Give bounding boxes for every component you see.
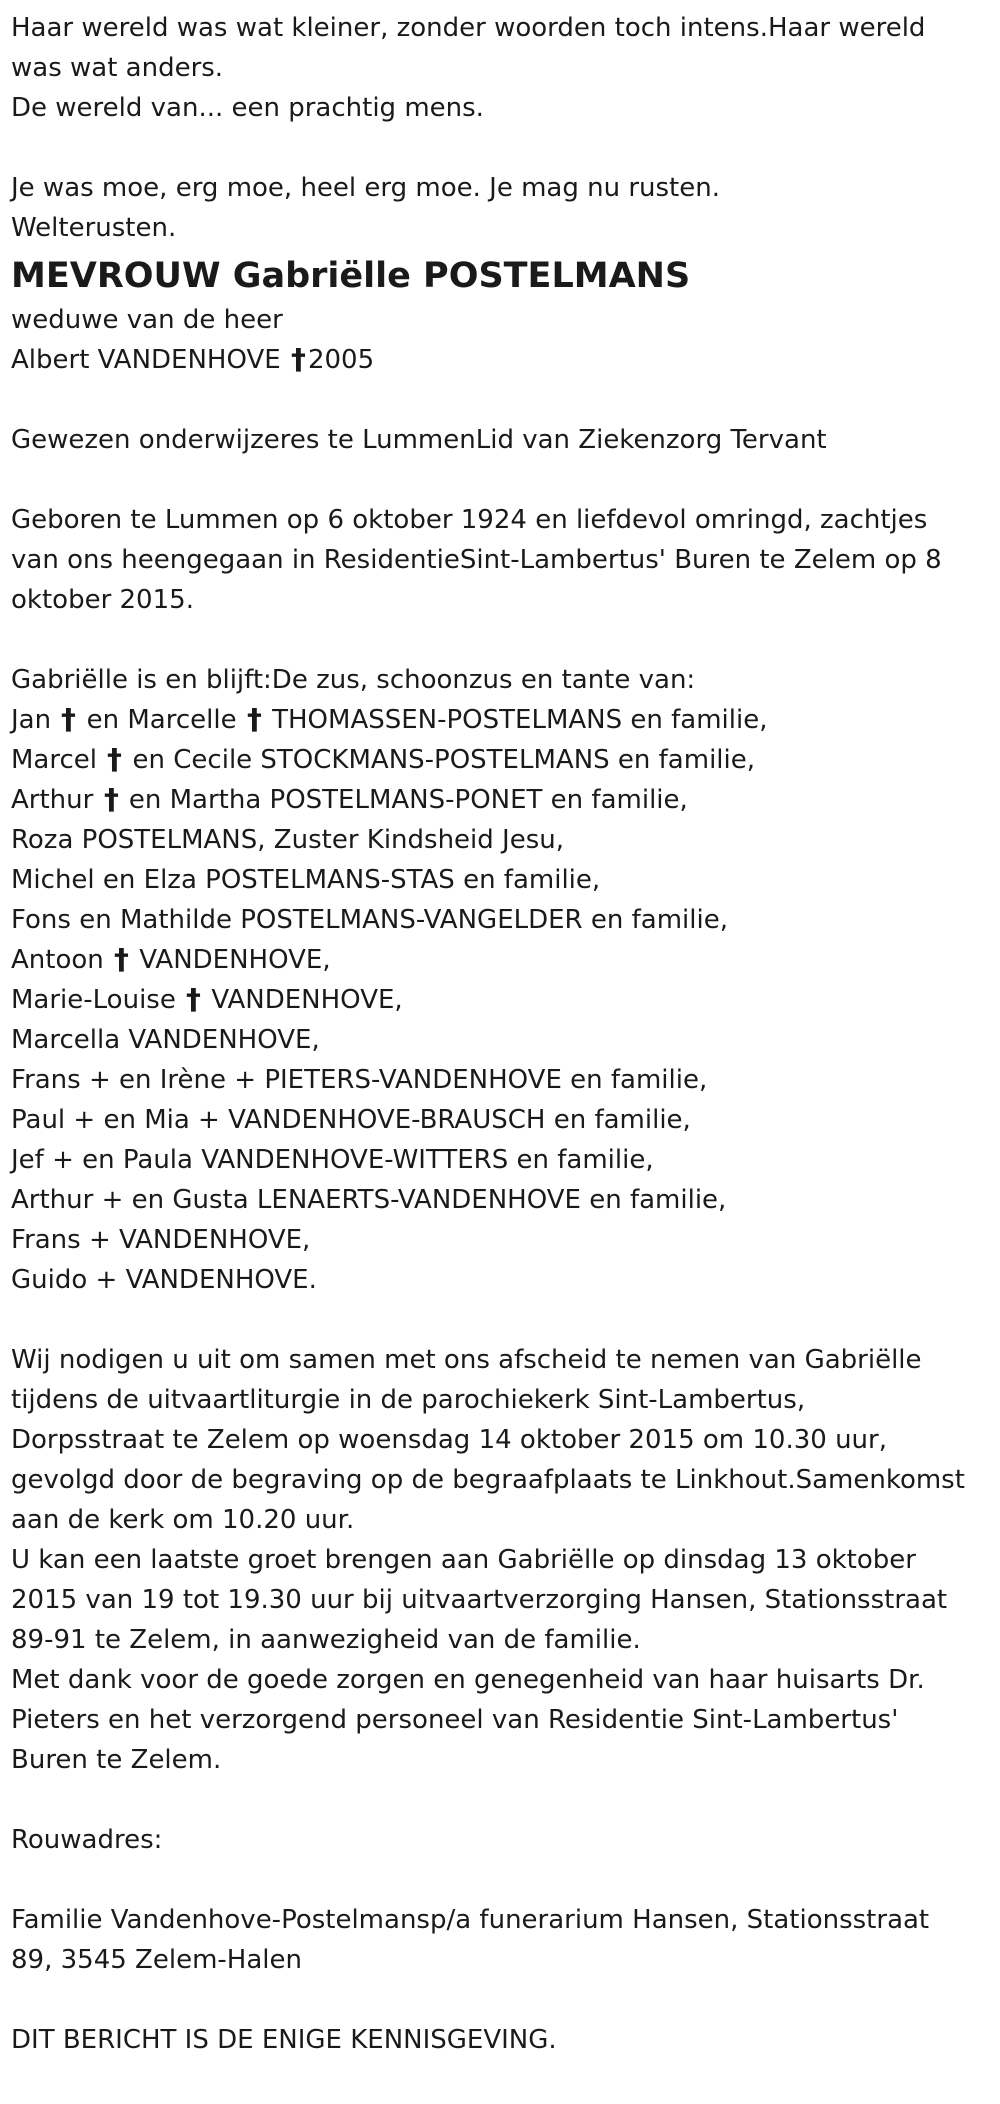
family-member (11, 700, 990, 740)
member-family: en Martha POSTELMANS-PONET en familie, (128, 785, 688, 815)
spouse-section (11, 300, 990, 380)
spacer (11, 380, 990, 420)
birth-line: Geboren te Lummen op 6 oktober 1924 en liefdevol omringd, zachtjes (11, 505, 928, 535)
family-member: Paul + en Mia + VANDENHOVE-BRAUSCH en familie, (11, 1105, 691, 1135)
family-member (11, 940, 990, 980)
spacer (11, 128, 990, 168)
spacer (11, 460, 990, 500)
family-member: Frans + VANDENHOVE, (11, 1225, 311, 1255)
spacer (11, 1860, 990, 1900)
family-member: Fons en Mathilde POSTELMANS-VANGELDER en familie, (11, 905, 728, 935)
family-member: Michel en Elza POSTELMANS-STAS en familie, (11, 865, 601, 895)
member-name: Arthur (11, 785, 94, 815)
cross-icon: † (103, 783, 119, 817)
ceremony-line: Met dank voor de goede zorgen en genegenheid van haar huisarts Dr. (11, 1665, 925, 1695)
member-name: Marcel (11, 745, 97, 775)
spacer (11, 1300, 990, 1340)
family-member: Guido + VANDENHOVE. (11, 1265, 317, 1295)
family-member: Roza POSTELMANS, Zuster Kindsheid Jesu, (11, 825, 564, 855)
family-member (11, 740, 990, 780)
spouse-line (11, 340, 990, 380)
member-family: en Cecile STOCKMANS-POSTELMANS en familie, (132, 745, 755, 775)
mourning-address (11, 1900, 990, 1980)
family-intro: Gabriëlle is en blijft:De zus, schoonzus en tante van: (11, 665, 696, 695)
member-family: VANDENHOVE, (139, 945, 331, 975)
ceremony-line: gevolgd door de begraving op de begraafplaats te Linkhout.Samenkomst (11, 1465, 965, 1495)
member-family: VANDENHOVE, (211, 985, 403, 1015)
cross-icon: † (246, 703, 262, 737)
family-member: Arthur + en Gusta LENAERTS-VANDENHOVE en familie, (11, 1185, 727, 1215)
birth-line: van ons heengegaan in ResidentieSint-Lambertus' Buren te Zelem op 8 (11, 545, 942, 575)
cross-icon: † (114, 943, 130, 977)
member-name: Marie-Louise (11, 985, 176, 1015)
cross-icon: † (107, 743, 123, 777)
ceremony-section (11, 1340, 990, 1780)
cross-icon: † (186, 983, 202, 1017)
address-line: Familie Vandenhove-Postelmansp/a funerarium Hansen, Stationsstraat (11, 1905, 930, 1935)
occupation: Gewezen onderwijzeres te LummenLid van Ziekenzorg Tervant (11, 425, 827, 455)
member-family: THOMASSEN-POSTELMANS en familie, (272, 705, 768, 735)
spacer (11, 1980, 990, 2020)
intro-line: Welterusten. (11, 213, 177, 243)
family-member: Frans + en Irène + PIETERS-VANDENHOVE en familie, (11, 1065, 708, 1095)
ceremony-line: U kan een laatste groet brengen aan Gabriëlle op dinsdag 13 oktober (11, 1545, 916, 1575)
member-name: en Marcelle (86, 705, 237, 735)
deceased-name-heading: MEVROUW Gabriëlle POSTELMANS (11, 256, 691, 296)
family-member: Jef + en Paula VANDENHOVE-WITTERS en familie, (11, 1145, 654, 1175)
notice: DIT BERICHT IS DE ENIGE KENNISGEVING. (11, 2025, 557, 2055)
intro-line: Haar wereld was wat kleiner, zonder woorden toch intens.Haar wereld (11, 13, 926, 43)
spouse-intro: weduwe van de heer (11, 305, 283, 335)
ceremony-line: 2015 van 19 tot 19.30 uur bij uitvaartverzorging Hansen, Stationsstraat (11, 1585, 948, 1615)
ceremony-line: tijdens de uitvaartliturgie in de parochiekerk Sint-Lambertus, (11, 1385, 806, 1415)
member-name: Jan (11, 705, 52, 735)
family-section (11, 660, 990, 1300)
address-line: 89, 3545 Zelem-Halen (11, 1945, 302, 1975)
spacer (11, 1780, 990, 1820)
ceremony-line: Wij nodigen u uit om samen met ons afscheid te nemen van Gabriëlle (11, 1345, 922, 1375)
intro-line: Je was moe, erg moe, heel erg moe. Je mag nu rusten. (11, 173, 720, 203)
intro-poem (11, 8, 990, 248)
cross-icon: † (61, 703, 77, 737)
cross-icon: † (290, 343, 306, 377)
birth-line: oktober 2015. (11, 585, 194, 615)
family-member (11, 980, 990, 1020)
spacer (11, 620, 990, 660)
ceremony-line: Dorpsstraat te Zelem op woensdag 14 oktober 2015 om 10.30 uur, (11, 1425, 887, 1455)
member-name: Antoon (11, 945, 104, 975)
ceremony-line: aan de kerk om 10.20 uur. (11, 1505, 355, 1535)
spouse-name: Albert VANDENHOVE (11, 345, 281, 375)
family-member: Marcella VANDENHOVE, (11, 1025, 320, 1055)
intro-line: De wereld van... een prachtig mens. (11, 93, 484, 123)
spouse-death-year: 2005 (307, 345, 375, 375)
ceremony-line: 89-91 te Zelem, in aanwezigheid van de familie. (11, 1625, 641, 1655)
family-member (11, 780, 990, 820)
ceremony-line: Pieters en het verzorgend personeel van Residentie Sint-Lambertus' (11, 1705, 899, 1735)
ceremony-line: Buren te Zelem. (11, 1745, 222, 1775)
intro-line: was wat anders. (11, 53, 224, 83)
mourning-address-label: Rouwadres: (11, 1825, 163, 1855)
birth-death-section (11, 500, 990, 620)
